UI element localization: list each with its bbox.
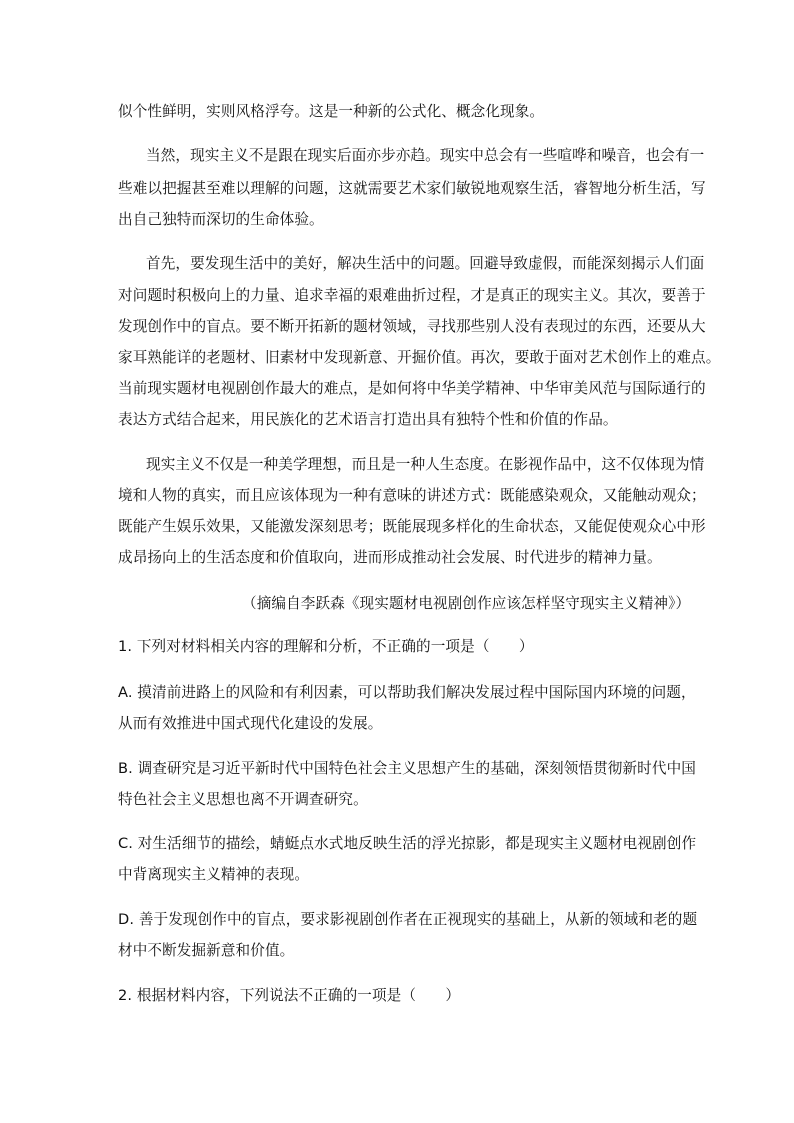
source-citation: （摘编自李跃森《现实题材电视剧创作应该怎样坚守现实主义精神》） (242, 595, 691, 612)
paragraph-line: 既能产生娱乐效果，又能激发深刻思考；既能展现多样化的生命状态，又能促使观众心中形 (118, 518, 706, 535)
paragraph-line: 首先，要发现生活中的美好，解决生活中的问题。回避导致虚假，而能深刻揭示人们面 (146, 255, 705, 272)
paragraph-line: 发现创作中的盲点。要不断开拓新的题材领域，寻找那些别人没有表现过的东西，还要从大 (118, 318, 706, 335)
option-b-line: 特色社会主义思想也离不开调查研究。 (118, 791, 368, 808)
paragraph-line: 出自己独特而深切的生命体验。 (118, 211, 324, 228)
option-b-line: B. 调查研究是习近平新时代中国特色社会主义思想产生的基础，深刻领悟贯彻新时代中国 (118, 760, 696, 777)
option-d-line: D. 善于发现创作中的盲点，要求影视剧创作者在正视现实的基础上，从新的领域和老的题 (118, 911, 698, 928)
paragraph-line: 似个性鲜明，实则风格浮夸。这是一种新的公式化、概念化现象。 (118, 103, 545, 120)
option-c-line: 中背离现实主义精神的表现。 (118, 866, 310, 883)
paragraph-line: 些难以把握甚至难以理解的问题，这就需要艺术家们敏锐地观察生活，睿智地分析生活，写 (118, 180, 706, 197)
paragraph-line: 当前现实题材电视剧创作最大的难点，是如何将中华美学精神、中华审美风范与国际通行的 (118, 380, 706, 397)
paragraph-line: 境和人物的真实，而且应该体现为一种有意味的讲述方式：既能感染观众，又能触动观众； (118, 487, 706, 504)
paragraph-line: 当然，现实主义不是跟在现实后面亦步亦趋。现实中总会有一些喧哗和噪音，也会有一 (146, 147, 705, 164)
option-c-line: C. 对生活细节的描绘，蜻蜓点水式地反映生活的浮光掠影，都是现实主义题材电视剧创作 (118, 835, 697, 852)
paragraph-line: 成昂扬向上的生活态度和价值取向，进而形成推动社会发展、时代进步的精神力量。 (118, 549, 662, 566)
option-a-line: A. 摸清前进路上的风险和有利因素，可以帮助我们解决发展过程中国际国内环境的问题， (118, 684, 696, 701)
option-d-line: 材中不断发掘新意和价值。 (118, 942, 295, 959)
paragraph-line: 家耳熟能详的老题材、旧素材中发现新意、开掘价值。再次，要敢于面对艺术创作上的难点。 (118, 349, 721, 366)
question-2-stem: 2. 根据材料内容，下列说法不正确的一项是（ ） (118, 987, 461, 1004)
paragraph-line: 现实主义不仅是一种美学理想，而且是一种人生态度。在影视作品中，这不仅体现为情 (146, 456, 705, 473)
paragraph-line: 表达方式结合起来，用民族化的艺术语言打造出具有独特个性和价值的作品。 (118, 411, 618, 428)
option-a-line: 从而有效推进中国式现代化建设的发展。 (118, 715, 383, 732)
paragraph-line: 对问题时积极向上的力量、追求幸福的艰难曲折过程，才是真正的现实主义。其次，要善于 (118, 287, 706, 304)
question-1-stem: 1. 下列对材料相关内容的理解和分析，不正确的一项是（ ） (118, 638, 534, 655)
